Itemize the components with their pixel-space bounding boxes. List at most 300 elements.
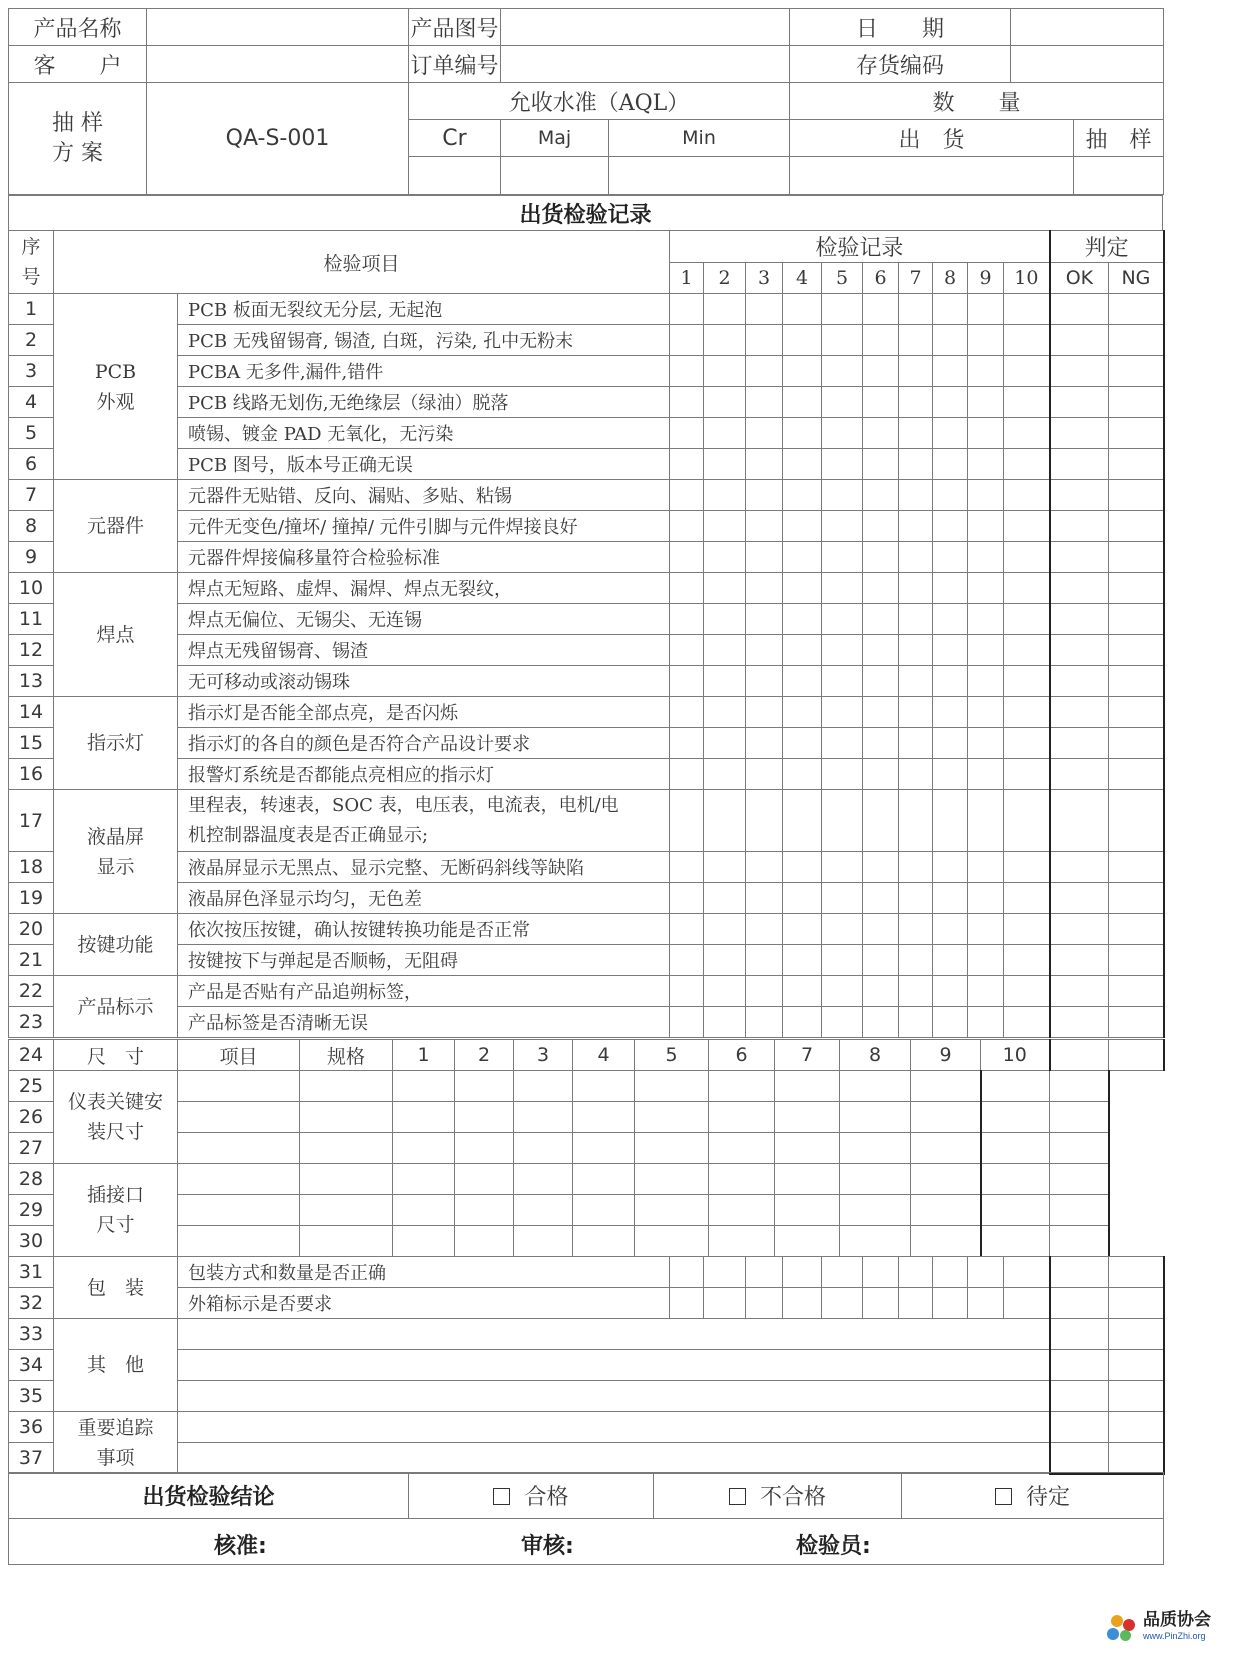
record-cell[interactable] — [704, 449, 746, 480]
ok-cell[interactable] — [1050, 1257, 1109, 1288]
ng-cell[interactable] — [1109, 294, 1164, 325]
record-cell[interactable] — [822, 294, 863, 325]
ok-cell[interactable] — [1050, 511, 1109, 542]
record-cell[interactable] — [1004, 418, 1050, 449]
record-cell[interactable] — [863, 542, 899, 573]
record-cell[interactable] — [968, 790, 1004, 852]
record-cell[interactable] — [746, 480, 783, 511]
record-cell[interactable] — [704, 697, 746, 728]
dim-cell[interactable] — [635, 1071, 709, 1102]
dim-cell[interactable] — [709, 1102, 775, 1133]
record-cell[interactable] — [783, 790, 822, 852]
dim-cell[interactable] — [775, 1195, 840, 1226]
record-cell[interactable] — [968, 449, 1004, 480]
record-cell[interactable] — [822, 914, 863, 945]
record-cell[interactable] — [822, 728, 863, 759]
ok-cell[interactable] — [1050, 945, 1109, 976]
record-cell[interactable] — [933, 573, 968, 604]
record-cell[interactable] — [863, 666, 899, 697]
record-cell[interactable] — [863, 294, 899, 325]
record-cell[interactable] — [863, 573, 899, 604]
conclusion-pass[interactable] — [409, 1473, 654, 1519]
record-cell[interactable] — [933, 480, 968, 511]
dim-cell[interactable] — [514, 1071, 573, 1102]
conclusion-fail[interactable] — [654, 1473, 902, 1519]
record-cell[interactable] — [670, 945, 704, 976]
ok-cell[interactable] — [1050, 1350, 1109, 1381]
record-cell[interactable] — [746, 294, 783, 325]
dim-cell[interactable] — [911, 1226, 981, 1257]
record-cell[interactable] — [746, 604, 783, 635]
ok-cell[interactable] — [981, 1226, 1050, 1257]
ng-cell[interactable] — [1109, 418, 1164, 449]
record-cell[interactable] — [933, 387, 968, 418]
record-cell[interactable] — [746, 945, 783, 976]
ok-cell[interactable] — [1050, 294, 1109, 325]
aql-min-field[interactable] — [609, 157, 790, 195]
dim-cell[interactable] — [840, 1133, 911, 1164]
dim-cell[interactable] — [573, 1133, 635, 1164]
record-cell[interactable] — [783, 604, 822, 635]
record-cell[interactable] — [822, 325, 863, 356]
dim-cell[interactable] — [911, 1071, 981, 1102]
record-cell[interactable] — [670, 573, 704, 604]
record-cell[interactable] — [899, 418, 933, 449]
record-cell[interactable] — [933, 294, 968, 325]
record-cell[interactable] — [933, 852, 968, 883]
record-cell[interactable] — [863, 604, 899, 635]
record-cell[interactable] — [670, 325, 704, 356]
record-cell[interactable] — [863, 728, 899, 759]
dim-cell[interactable] — [393, 1226, 455, 1257]
record-cell[interactable] — [746, 542, 783, 573]
date-field[interactable] — [1011, 9, 1164, 46]
dim-cell[interactable] — [635, 1102, 709, 1133]
record-cell[interactable] — [783, 852, 822, 883]
record-cell[interactable] — [863, 480, 899, 511]
record-cell[interactable] — [746, 697, 783, 728]
record-cell[interactable] — [899, 945, 933, 976]
ok-cell[interactable] — [1050, 1319, 1109, 1350]
record-cell[interactable] — [783, 1288, 822, 1319]
ng-cell[interactable] — [1109, 1007, 1164, 1038]
record-cell[interactable] — [968, 945, 1004, 976]
record-cell[interactable] — [863, 945, 899, 976]
record-cell[interactable] — [933, 449, 968, 480]
dim-cell[interactable] — [300, 1102, 393, 1133]
record-cell[interactable] — [863, 1257, 899, 1288]
record-cell[interactable] — [670, 976, 704, 1007]
record-cell[interactable] — [899, 294, 933, 325]
ok-cell[interactable] — [1050, 666, 1109, 697]
free-text-cell[interactable] — [178, 1350, 1050, 1381]
record-cell[interactable] — [968, 883, 1004, 914]
record-cell[interactable] — [933, 356, 968, 387]
dim-cell[interactable] — [840, 1102, 911, 1133]
record-cell[interactable] — [670, 666, 704, 697]
dim-cell[interactable] — [709, 1226, 775, 1257]
record-cell[interactable] — [704, 356, 746, 387]
free-text-cell[interactable] — [178, 1443, 1050, 1474]
record-cell[interactable] — [704, 604, 746, 635]
record-cell[interactable] — [746, 418, 783, 449]
record-cell[interactable] — [783, 542, 822, 573]
record-cell[interactable] — [968, 914, 1004, 945]
record-cell[interactable] — [704, 480, 746, 511]
record-cell[interactable] — [863, 449, 899, 480]
dim-cell[interactable] — [393, 1195, 455, 1226]
record-cell[interactable] — [863, 1288, 899, 1319]
record-cell[interactable] — [933, 666, 968, 697]
record-cell[interactable] — [704, 759, 746, 790]
dim-cell[interactable] — [178, 1195, 300, 1226]
record-cell[interactable] — [1004, 728, 1050, 759]
dim-cell[interactable] — [775, 1164, 840, 1195]
record-cell[interactable] — [746, 759, 783, 790]
record-cell[interactable] — [704, 1288, 746, 1319]
ng-cell[interactable] — [1109, 945, 1164, 976]
record-cell[interactable] — [704, 325, 746, 356]
free-text-cell[interactable] — [178, 1381, 1050, 1412]
dim-cell[interactable] — [393, 1133, 455, 1164]
record-cell[interactable] — [783, 418, 822, 449]
record-cell[interactable] — [968, 542, 1004, 573]
record-cell[interactable] — [899, 914, 933, 945]
record-cell[interactable] — [863, 387, 899, 418]
record-cell[interactable] — [968, 1257, 1004, 1288]
ok-cell[interactable] — [1050, 542, 1109, 573]
ng-cell[interactable] — [1109, 852, 1164, 883]
record-cell[interactable] — [899, 883, 933, 914]
record-cell[interactable] — [899, 356, 933, 387]
record-cell[interactable] — [822, 945, 863, 976]
record-cell[interactable] — [968, 976, 1004, 1007]
ok-cell[interactable] — [1050, 635, 1109, 666]
record-cell[interactable] — [899, 325, 933, 356]
ng-cell[interactable] — [1109, 449, 1164, 480]
ng-cell[interactable] — [1109, 1288, 1164, 1319]
record-cell[interactable] — [746, 1007, 783, 1038]
ng-cell[interactable] — [1050, 1226, 1109, 1257]
record-cell[interactable] — [899, 1257, 933, 1288]
dim-cell[interactable] — [393, 1102, 455, 1133]
ng-cell[interactable] — [1109, 976, 1164, 1007]
ok-cell[interactable] — [1050, 976, 1109, 1007]
record-cell[interactable] — [704, 573, 746, 604]
record-cell[interactable] — [863, 697, 899, 728]
ok-cell[interactable] — [981, 1195, 1050, 1226]
record-cell[interactable] — [670, 883, 704, 914]
record-cell[interactable] — [783, 294, 822, 325]
dim-cell[interactable] — [635, 1195, 709, 1226]
ok-cell[interactable] — [1050, 449, 1109, 480]
record-cell[interactable] — [704, 945, 746, 976]
pending-checkbox[interactable] — [995, 1488, 1012, 1505]
record-cell[interactable] — [863, 790, 899, 852]
record-cell[interactable] — [933, 325, 968, 356]
record-cell[interactable] — [968, 759, 1004, 790]
record-cell[interactable] — [899, 852, 933, 883]
record-cell[interactable] — [899, 511, 933, 542]
record-cell[interactable] — [933, 790, 968, 852]
record-cell[interactable] — [1004, 387, 1050, 418]
ok-cell[interactable] — [981, 1102, 1050, 1133]
ng-cell[interactable] — [1109, 914, 1164, 945]
record-cell[interactable] — [1004, 1257, 1050, 1288]
record-cell[interactable] — [1004, 945, 1050, 976]
dim-cell[interactable] — [573, 1102, 635, 1133]
record-cell[interactable] — [933, 728, 968, 759]
record-cell[interactable] — [933, 1288, 968, 1319]
record-cell[interactable] — [899, 697, 933, 728]
record-cell[interactable] — [746, 666, 783, 697]
record-cell[interactable] — [704, 666, 746, 697]
dim-cell[interactable] — [393, 1071, 455, 1102]
record-cell[interactable] — [1004, 294, 1050, 325]
record-cell[interactable] — [863, 356, 899, 387]
record-cell[interactable] — [783, 883, 822, 914]
record-cell[interactable] — [1004, 480, 1050, 511]
record-cell[interactable] — [863, 1007, 899, 1038]
ok-cell[interactable] — [1050, 1412, 1109, 1443]
shipment-qty-field[interactable] — [790, 157, 1074, 195]
dim-cell[interactable] — [178, 1226, 300, 1257]
ok-cell[interactable] — [1050, 852, 1109, 883]
pass-checkbox[interactable] — [493, 1488, 510, 1505]
record-cell[interactable] — [746, 635, 783, 666]
ok-cell[interactable] — [1050, 1040, 1109, 1071]
ok-cell[interactable] — [981, 1164, 1050, 1195]
record-cell[interactable] — [783, 728, 822, 759]
dim-cell[interactable] — [455, 1195, 514, 1226]
ng-cell[interactable] — [1109, 697, 1164, 728]
dim-cell[interactable] — [840, 1195, 911, 1226]
record-cell[interactable] — [822, 852, 863, 883]
record-cell[interactable] — [1004, 356, 1050, 387]
record-cell[interactable] — [1004, 1007, 1050, 1038]
record-cell[interactable] — [746, 728, 783, 759]
record-cell[interactable] — [746, 511, 783, 542]
record-cell[interactable] — [863, 852, 899, 883]
record-cell[interactable] — [1004, 790, 1050, 852]
record-cell[interactable] — [899, 635, 933, 666]
record-cell[interactable] — [899, 759, 933, 790]
ok-cell[interactable] — [1050, 728, 1109, 759]
record-cell[interactable] — [1004, 542, 1050, 573]
record-cell[interactable] — [1004, 325, 1050, 356]
record-cell[interactable] — [863, 418, 899, 449]
ng-cell[interactable] — [1109, 635, 1164, 666]
ok-cell[interactable] — [1050, 759, 1109, 790]
record-cell[interactable] — [746, 914, 783, 945]
dim-cell[interactable] — [455, 1164, 514, 1195]
record-cell[interactable] — [863, 883, 899, 914]
ok-cell[interactable] — [1050, 604, 1109, 635]
free-text-cell[interactable] — [178, 1319, 1050, 1350]
ng-cell[interactable] — [1050, 1164, 1109, 1195]
dim-cell[interactable] — [709, 1195, 775, 1226]
dim-cell[interactable] — [911, 1133, 981, 1164]
record-cell[interactable] — [704, 294, 746, 325]
record-cell[interactable] — [863, 635, 899, 666]
product-drawing-field[interactable] — [501, 9, 790, 46]
ok-cell[interactable] — [1050, 480, 1109, 511]
record-cell[interactable] — [783, 666, 822, 697]
sample-qty-field[interactable] — [1074, 157, 1164, 195]
record-cell[interactable] — [783, 635, 822, 666]
ng-cell[interactable] — [1109, 480, 1164, 511]
record-cell[interactable] — [899, 449, 933, 480]
record-cell[interactable] — [783, 325, 822, 356]
record-cell[interactable] — [670, 635, 704, 666]
aql-cr-field[interactable] — [409, 157, 501, 195]
fail-checkbox[interactable] — [729, 1488, 746, 1505]
aql-maj-field[interactable] — [501, 157, 609, 195]
record-cell[interactable] — [822, 635, 863, 666]
record-cell[interactable] — [933, 1007, 968, 1038]
ng-cell[interactable] — [1109, 1319, 1164, 1350]
record-cell[interactable] — [863, 511, 899, 542]
record-cell[interactable] — [704, 852, 746, 883]
record-cell[interactable] — [746, 1257, 783, 1288]
record-cell[interactable] — [822, 418, 863, 449]
free-text-cell[interactable] — [178, 1412, 1050, 1443]
record-cell[interactable] — [822, 666, 863, 697]
record-cell[interactable] — [1004, 914, 1050, 945]
record-cell[interactable] — [933, 542, 968, 573]
ng-cell[interactable] — [1109, 1381, 1164, 1412]
ng-cell[interactable] — [1109, 387, 1164, 418]
record-cell[interactable] — [933, 511, 968, 542]
record-cell[interactable] — [822, 387, 863, 418]
ok-cell[interactable] — [1050, 883, 1109, 914]
record-cell[interactable] — [670, 790, 704, 852]
record-cell[interactable] — [933, 914, 968, 945]
record-cell[interactable] — [822, 1257, 863, 1288]
record-cell[interactable] — [670, 1257, 704, 1288]
record-cell[interactable] — [968, 356, 1004, 387]
record-cell[interactable] — [783, 573, 822, 604]
ok-cell[interactable] — [1050, 418, 1109, 449]
ng-cell[interactable] — [1109, 883, 1164, 914]
record-cell[interactable] — [746, 883, 783, 914]
record-cell[interactable] — [863, 325, 899, 356]
record-cell[interactable] — [899, 387, 933, 418]
record-cell[interactable] — [783, 914, 822, 945]
record-cell[interactable] — [1004, 635, 1050, 666]
record-cell[interactable] — [704, 790, 746, 852]
dim-cell[interactable] — [709, 1133, 775, 1164]
ok-cell[interactable] — [1050, 697, 1109, 728]
dim-cell[interactable] — [300, 1164, 393, 1195]
dim-cell[interactable] — [635, 1133, 709, 1164]
record-cell[interactable] — [933, 697, 968, 728]
record-cell[interactable] — [968, 325, 1004, 356]
order-no-field[interactable] — [501, 46, 790, 83]
dim-cell[interactable] — [393, 1164, 455, 1195]
record-cell[interactable] — [704, 1257, 746, 1288]
record-cell[interactable] — [1004, 697, 1050, 728]
record-cell[interactable] — [822, 883, 863, 914]
dim-cell[interactable] — [178, 1133, 300, 1164]
record-cell[interactable] — [746, 387, 783, 418]
record-cell[interactable] — [822, 759, 863, 790]
ng-cell[interactable] — [1109, 356, 1164, 387]
ok-cell[interactable] — [1050, 1443, 1109, 1474]
dim-cell[interactable] — [455, 1133, 514, 1164]
record-cell[interactable] — [968, 294, 1004, 325]
record-cell[interactable] — [746, 790, 783, 852]
record-cell[interactable] — [822, 697, 863, 728]
record-cell[interactable] — [783, 1257, 822, 1288]
ng-cell[interactable] — [1109, 728, 1164, 759]
record-cell[interactable] — [783, 449, 822, 480]
ok-cell[interactable] — [1050, 1007, 1109, 1038]
record-cell[interactable] — [899, 604, 933, 635]
record-cell[interactable] — [968, 1288, 1004, 1319]
ng-cell[interactable] — [1109, 1350, 1164, 1381]
ng-cell[interactable] — [1109, 604, 1164, 635]
record-cell[interactable] — [899, 666, 933, 697]
record-cell[interactable] — [704, 914, 746, 945]
record-cell[interactable] — [822, 573, 863, 604]
record-cell[interactable] — [899, 480, 933, 511]
record-cell[interactable] — [1004, 666, 1050, 697]
ok-cell[interactable] — [1050, 573, 1109, 604]
record-cell[interactable] — [783, 480, 822, 511]
record-cell[interactable] — [933, 635, 968, 666]
record-cell[interactable] — [968, 697, 1004, 728]
record-cell[interactable] — [968, 728, 1004, 759]
dim-cell[interactable] — [775, 1226, 840, 1257]
dim-cell[interactable] — [178, 1164, 300, 1195]
record-cell[interactable] — [783, 945, 822, 976]
record-cell[interactable] — [899, 542, 933, 573]
record-cell[interactable] — [670, 294, 704, 325]
ok-cell[interactable] — [1050, 1288, 1109, 1319]
dim-cell[interactable] — [911, 1102, 981, 1133]
record-cell[interactable] — [670, 852, 704, 883]
record-cell[interactable] — [863, 759, 899, 790]
dim-cell[interactable] — [911, 1164, 981, 1195]
dim-cell[interactable] — [635, 1226, 709, 1257]
dim-cell[interactable] — [514, 1226, 573, 1257]
record-cell[interactable] — [899, 728, 933, 759]
record-cell[interactable] — [822, 604, 863, 635]
record-cell[interactable] — [933, 1257, 968, 1288]
record-cell[interactable] — [822, 790, 863, 852]
ng-cell[interactable] — [1109, 573, 1164, 604]
record-cell[interactable] — [704, 728, 746, 759]
record-cell[interactable] — [899, 976, 933, 1007]
record-cell[interactable] — [968, 387, 1004, 418]
record-cell[interactable] — [783, 356, 822, 387]
record-cell[interactable] — [670, 728, 704, 759]
record-cell[interactable] — [670, 759, 704, 790]
record-cell[interactable] — [968, 1007, 1004, 1038]
record-cell[interactable] — [783, 697, 822, 728]
record-cell[interactable] — [670, 480, 704, 511]
record-cell[interactable] — [968, 666, 1004, 697]
dim-cell[interactable] — [709, 1164, 775, 1195]
dim-cell[interactable] — [573, 1164, 635, 1195]
record-cell[interactable] — [968, 635, 1004, 666]
record-cell[interactable] — [1004, 883, 1050, 914]
record-cell[interactable] — [899, 790, 933, 852]
record-cell[interactable] — [822, 1288, 863, 1319]
ng-cell[interactable] — [1109, 759, 1164, 790]
record-cell[interactable] — [670, 914, 704, 945]
